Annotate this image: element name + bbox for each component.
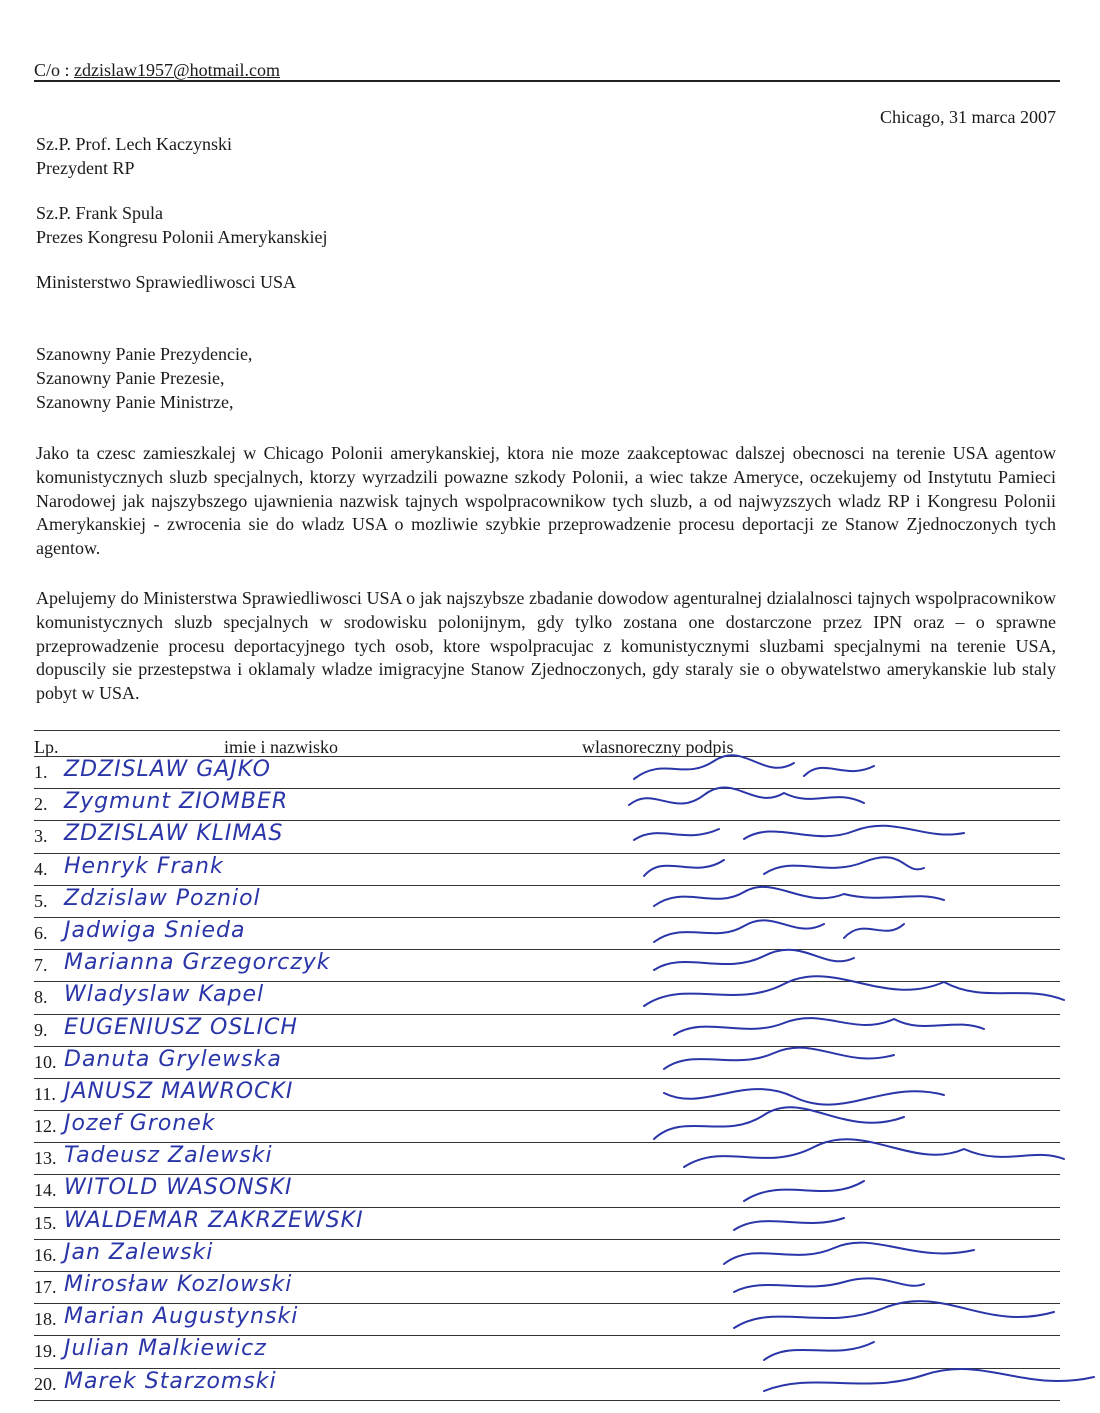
signature-stroke [724, 1242, 974, 1263]
row-number: 15. [34, 1212, 57, 1233]
recipient-congress [36, 202, 327, 250]
col-lp-header: Lp. [34, 737, 59, 757]
row-number: 14. [34, 1180, 57, 1201]
signature-stroke [734, 1301, 1054, 1328]
handwritten-name: Danuta Grylewska [64, 1046, 282, 1072]
handwritten-name: ZDZISLAW KLIMAS [64, 821, 284, 847]
signature-stroke [654, 887, 944, 906]
handwritten-name: Marian Augustynski [64, 1304, 299, 1330]
row-number: 13. [34, 1148, 57, 1169]
signature-stroke [734, 1278, 924, 1292]
col-name-header: imie i nazwisko [224, 737, 338, 757]
signature-stroke [764, 1342, 874, 1360]
signature-stroke [734, 1218, 844, 1230]
row-number: 19. [34, 1341, 57, 1362]
table-top-rule [34, 730, 1060, 731]
handwritten-signature [624, 1363, 1064, 1403]
signature-table [34, 730, 1060, 1401]
signature-stroke [634, 755, 874, 779]
paragraph-2: Apelujemy do Ministerstwa Sprawiedliwosci USA o jak najszybsze zbadanie dowodow agenturalnej dzialalnosci tajnych wspolpracownikow komunistycznych sluzb specjalnych w srodowisku polonijnym, gdy tylko zostana one dostarczone przez IPN oraz – o sprawne przeprowadzenie procesu deportacyjnego tych osob, ktore wspolpracujac z komunistycznymi sluzbami specjalnymi na terenie USA, dopuscily sie przestepstwa i oklamaly wladze imigracyjne Stanow Zjednoczonych, gdy staraly sie o obywatelstwo amerykanskie lub staly pobyt w USA. [36, 588, 1056, 703]
handwritten-name: WITOLD WASONSKI [64, 1175, 293, 1201]
handwritten-name: Jozef Gronek [64, 1111, 216, 1137]
row-number: 3. [34, 826, 48, 847]
handwritten-name: Tadeusz Zalewski [64, 1143, 273, 1169]
salutation-line: Szanowny Panie Ministrze, [36, 391, 234, 412]
handwritten-name: WALDEMAR ZAKRZEWSKI [64, 1207, 364, 1233]
handwritten-name: JANUSZ MAWROCKI [64, 1078, 294, 1104]
row-number: 12. [34, 1116, 57, 1137]
signature-stroke [654, 920, 904, 942]
signature-stroke [644, 977, 1064, 1007]
row-number: 10. [34, 1051, 57, 1072]
row-number: 20. [34, 1373, 57, 1394]
recipient-president [36, 133, 232, 181]
signature-stroke [744, 1181, 864, 1201]
signature-stroke [644, 857, 924, 876]
handwritten-name: Wladyslaw Kapel [64, 982, 265, 1008]
recipient-title: Prezes Kongresu Polonii Amerykanskiej [36, 226, 328, 247]
signature-stroke [764, 1369, 1094, 1391]
recipient-ministry [36, 271, 296, 295]
signature-stroke [664, 1047, 894, 1068]
row-number: 5. [34, 890, 48, 911]
row-number: 2. [34, 794, 48, 815]
signature-stroke [664, 1089, 944, 1105]
contact-prefix: C/o : [34, 60, 75, 80]
signature-stroke [684, 1140, 1064, 1168]
salutation-line: Szanowny Panie Prezesie, [36, 367, 225, 388]
handwritten-name: Jan Zalewski [64, 1239, 214, 1265]
handwritten-name: Marek Starzomski [64, 1368, 277, 1394]
salutation-line: Szanowny Panie Prezydencie, [36, 344, 253, 364]
row-number: 18. [34, 1309, 57, 1330]
row-number: 1. [34, 762, 48, 782]
recipient-line: Sz.P. Prof. Lech Kaczynski [36, 134, 232, 154]
signature-stroke [634, 826, 964, 840]
row-number: 8. [34, 987, 48, 1008]
handwritten-name: Mirosław Kozlowski [64, 1272, 293, 1297]
handwritten-name: ZDZISLAW GAJKO [64, 757, 271, 782]
signature-stroke [674, 1018, 984, 1035]
letter-date: Chicago, 31 marca 2007 [880, 107, 1056, 127]
salutation [36, 343, 252, 414]
signature-stroke [629, 788, 864, 805]
row-number: 7. [34, 955, 48, 976]
row-number: 17. [34, 1277, 57, 1297]
handwritten-name: EUGENIUSZ OSLICH [64, 1014, 298, 1040]
signature-stroke [654, 950, 854, 970]
handwritten-name: Zygmunt ZIOMBER [64, 789, 289, 815]
row-number: 16. [34, 1244, 57, 1265]
contact-email[interactable]: zdzislaw1957@hotmail.com [74, 60, 281, 80]
recipient-line: Ministerstwo Sprawiedliwosci USA [36, 272, 296, 292]
handwritten-name: Julian Malkiewicz [64, 1336, 267, 1362]
recipient-line: Sz.P. Frank Spula [36, 203, 164, 223]
handwritten-name: Jadwiga Snieda [64, 917, 246, 943]
handwritten-name: Zdzislaw Pozniol [64, 885, 261, 911]
row-number: 11. [34, 1083, 56, 1104]
row-number: 9. [34, 1019, 48, 1040]
handwritten-name: Henryk Frank [64, 853, 224, 879]
row-number: 6. [34, 922, 48, 943]
table-row [34, 1368, 1060, 1401]
paragraph-1: Jako ta czesc zamieszkalej w Chicago Polonii amerykanskiej, ktora nie moze zaakceptowac dalszej obecnosci na terenie USA agentow komunistycznych sluzb specjalnych, ktorzy wyrzadzili powazne szkody Polonii, a wiec takze Ameryce, oczekujemy od Instytutu Pamieci Narodowej jak najszybszego ujawnienia nazwisk tajnych wspolpracownikow tych sluzb, a od najwyzszych wladz RP i Kongresu Polonii Amerykanskiej - zwrocenia sie do wladz USA o mozliwie szybkie przeprowadzenie procesu deportacji ze Stanow Zjednoczonych tych agentow. [36, 443, 1056, 558]
signature-rows [34, 756, 1060, 1401]
col-signature-header: wlasnoreczny podpis [582, 737, 734, 757]
handwritten-name: Marianna Grzegorczyk [64, 950, 331, 976]
header-rule [34, 80, 1060, 82]
recipient-title: Prezydent RP [36, 157, 135, 178]
row-number: 4. [34, 858, 48, 879]
signature-stroke [654, 1107, 904, 1139]
